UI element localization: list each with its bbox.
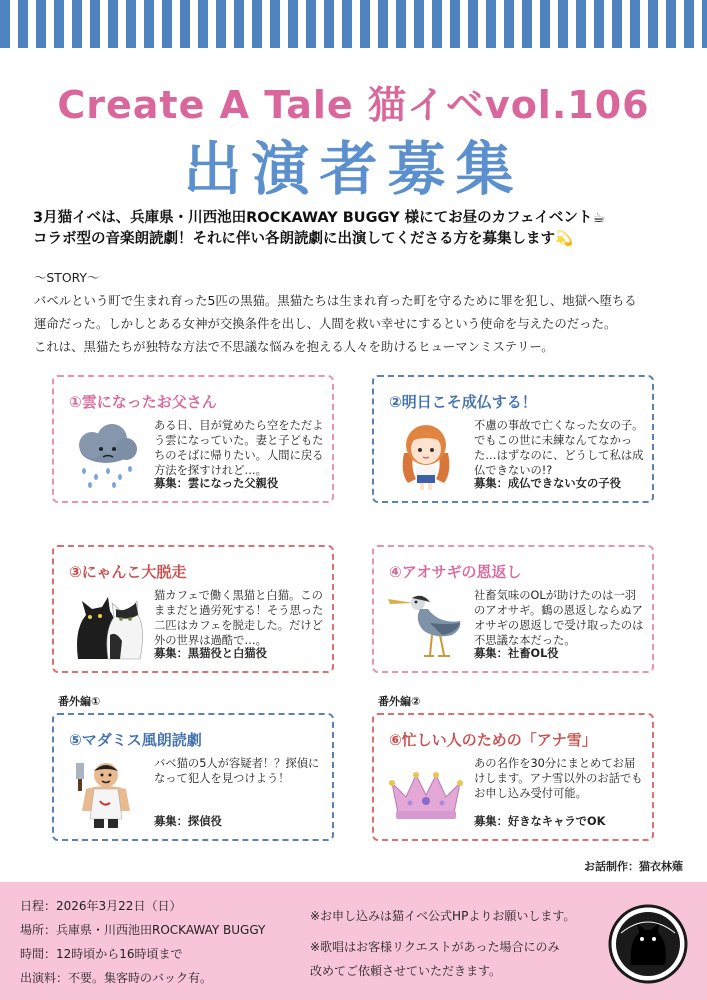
story-line-3: これは、黒猫たちが独特な方法で不思議な悩みを抱える人々を助けるヒューマンミステリー。 (34, 339, 554, 354)
note-singing-line-2: 改めてご依頼させていただきます。 (310, 964, 502, 978)
story-credit: お話制作：猫衣林薙 (584, 860, 683, 873)
lead-text (33, 208, 693, 250)
note-singing-line-1: ※歌唱はお客様リクエストがあった場合にのみ (310, 940, 560, 954)
card-recruit: 募集：成仏できない女の子役 (474, 477, 621, 490)
card-description: バベ猫の5人が容疑者！？探偵になって犯人を見つけよう！ (154, 757, 320, 785)
nekoirenseki-logo (607, 903, 689, 985)
event-info (20, 894, 265, 990)
card-description: ある日、目が覚めたら空をただよう雲になっていた。妻と子どもたちのそばに帰りたい。人間に戻る方法を探すけれど…。 (154, 419, 324, 477)
lead-line-2: コラボ型の音楽朗読劇！それに伴い各朗読劇に出演してくださる方を募集します💫 (33, 231, 574, 247)
role-card-5 (52, 713, 334, 841)
bangai-label-1: 番外編① (58, 695, 101, 708)
butcher-icon (66, 757, 146, 829)
card-recruit: 募集：好きなキャラでOK (474, 815, 606, 828)
crown-icon (386, 757, 466, 829)
card-title: ⑤マダミス風朗読劇 (69, 731, 202, 749)
card-recruit: 募集：探偵役 (154, 815, 222, 828)
note-application: ※お申し込みは猫イベ公式HPよりお願いします。 (310, 909, 576, 923)
card-description: 猫カフェで働く黒猫と白猫。このままだと過労死する！そう思った二匹はカフェを脱走した。だけど外の世界は過酷で…。 (154, 589, 324, 647)
card-recruit: 募集：黒猫役と白猫役 (154, 647, 267, 660)
card-title: ④アオサギの恩返し (389, 563, 522, 581)
role-card-1 (52, 375, 334, 503)
card-title: ②明日こそ成仏する！ (389, 393, 537, 411)
girl-icon (386, 419, 466, 491)
card-title: ⑥忙しい人のための「アナ雪」 (389, 731, 597, 749)
cloud-icon (66, 419, 146, 491)
card-recruit: 募集：社畜OL役 (474, 647, 559, 660)
role-card-2 (372, 375, 654, 503)
card-recruit: 募集：雲になった父親役 (154, 477, 279, 490)
page-title: 出演者募集 (183, 135, 524, 203)
card-title: ①雲になったお父さん (69, 393, 217, 411)
event-fee: 出演料：不要。集客時のバック有。 (20, 971, 213, 985)
note-singing (310, 935, 610, 983)
cats-icon (66, 589, 146, 661)
bangai-label-2: 番外編② (378, 695, 421, 708)
event-place: 場所：兵庫県・川西池田ROCKAWAY BUGGY (20, 923, 266, 937)
card-description: あの名作を30分にまとめてお届けします。アナ雪以外のお話でもお申し込み受付可能。 (474, 757, 643, 800)
story-heading: 〜STORY〜 (34, 270, 100, 285)
story-line-2: 運命だった。しかしとある女神が交換条件を出し、人間を救い幸せにするという使命を与えたのだった。 (34, 316, 617, 331)
story-line-1: バベルという町で生まれ育った5匹の黒猫。黒猫たちは生まれ育った町を守るために罪を犯し、地獄へ堕ちる (34, 293, 637, 308)
role-card-3 (52, 545, 334, 673)
story-section (34, 266, 684, 358)
card-title: ③にゃんこ大脱走 (69, 563, 187, 581)
lead-line-1: 3月猫イベは、兵庫県・川西池田ROCKAWAY BUGGY 様にてお昼のカフェイベント☕ (33, 210, 606, 226)
event-time: 時間：12時頃から16時頃まで (20, 947, 183, 961)
role-card-6 (372, 713, 654, 841)
event-title: Create A Tale 猫イベvol.106 (57, 83, 650, 127)
role-card-4 (372, 545, 654, 673)
card-description: 不慮の事故で亡くなった女の子。でもこの世に未練なんてなかった…はずなのに、どうして私は成仏できないの!? (474, 419, 644, 477)
heron-icon (386, 589, 466, 661)
event-date: 日程：2026年3月22日（日） (20, 899, 182, 913)
card-description: 社畜気味のOLが助けたのは一羽のアオサギ。鶴の恩返しならぬアオサギの恩返しで受け取ったのは不思議な本だった。 (474, 589, 644, 647)
striped-header-band (0, 0, 707, 48)
